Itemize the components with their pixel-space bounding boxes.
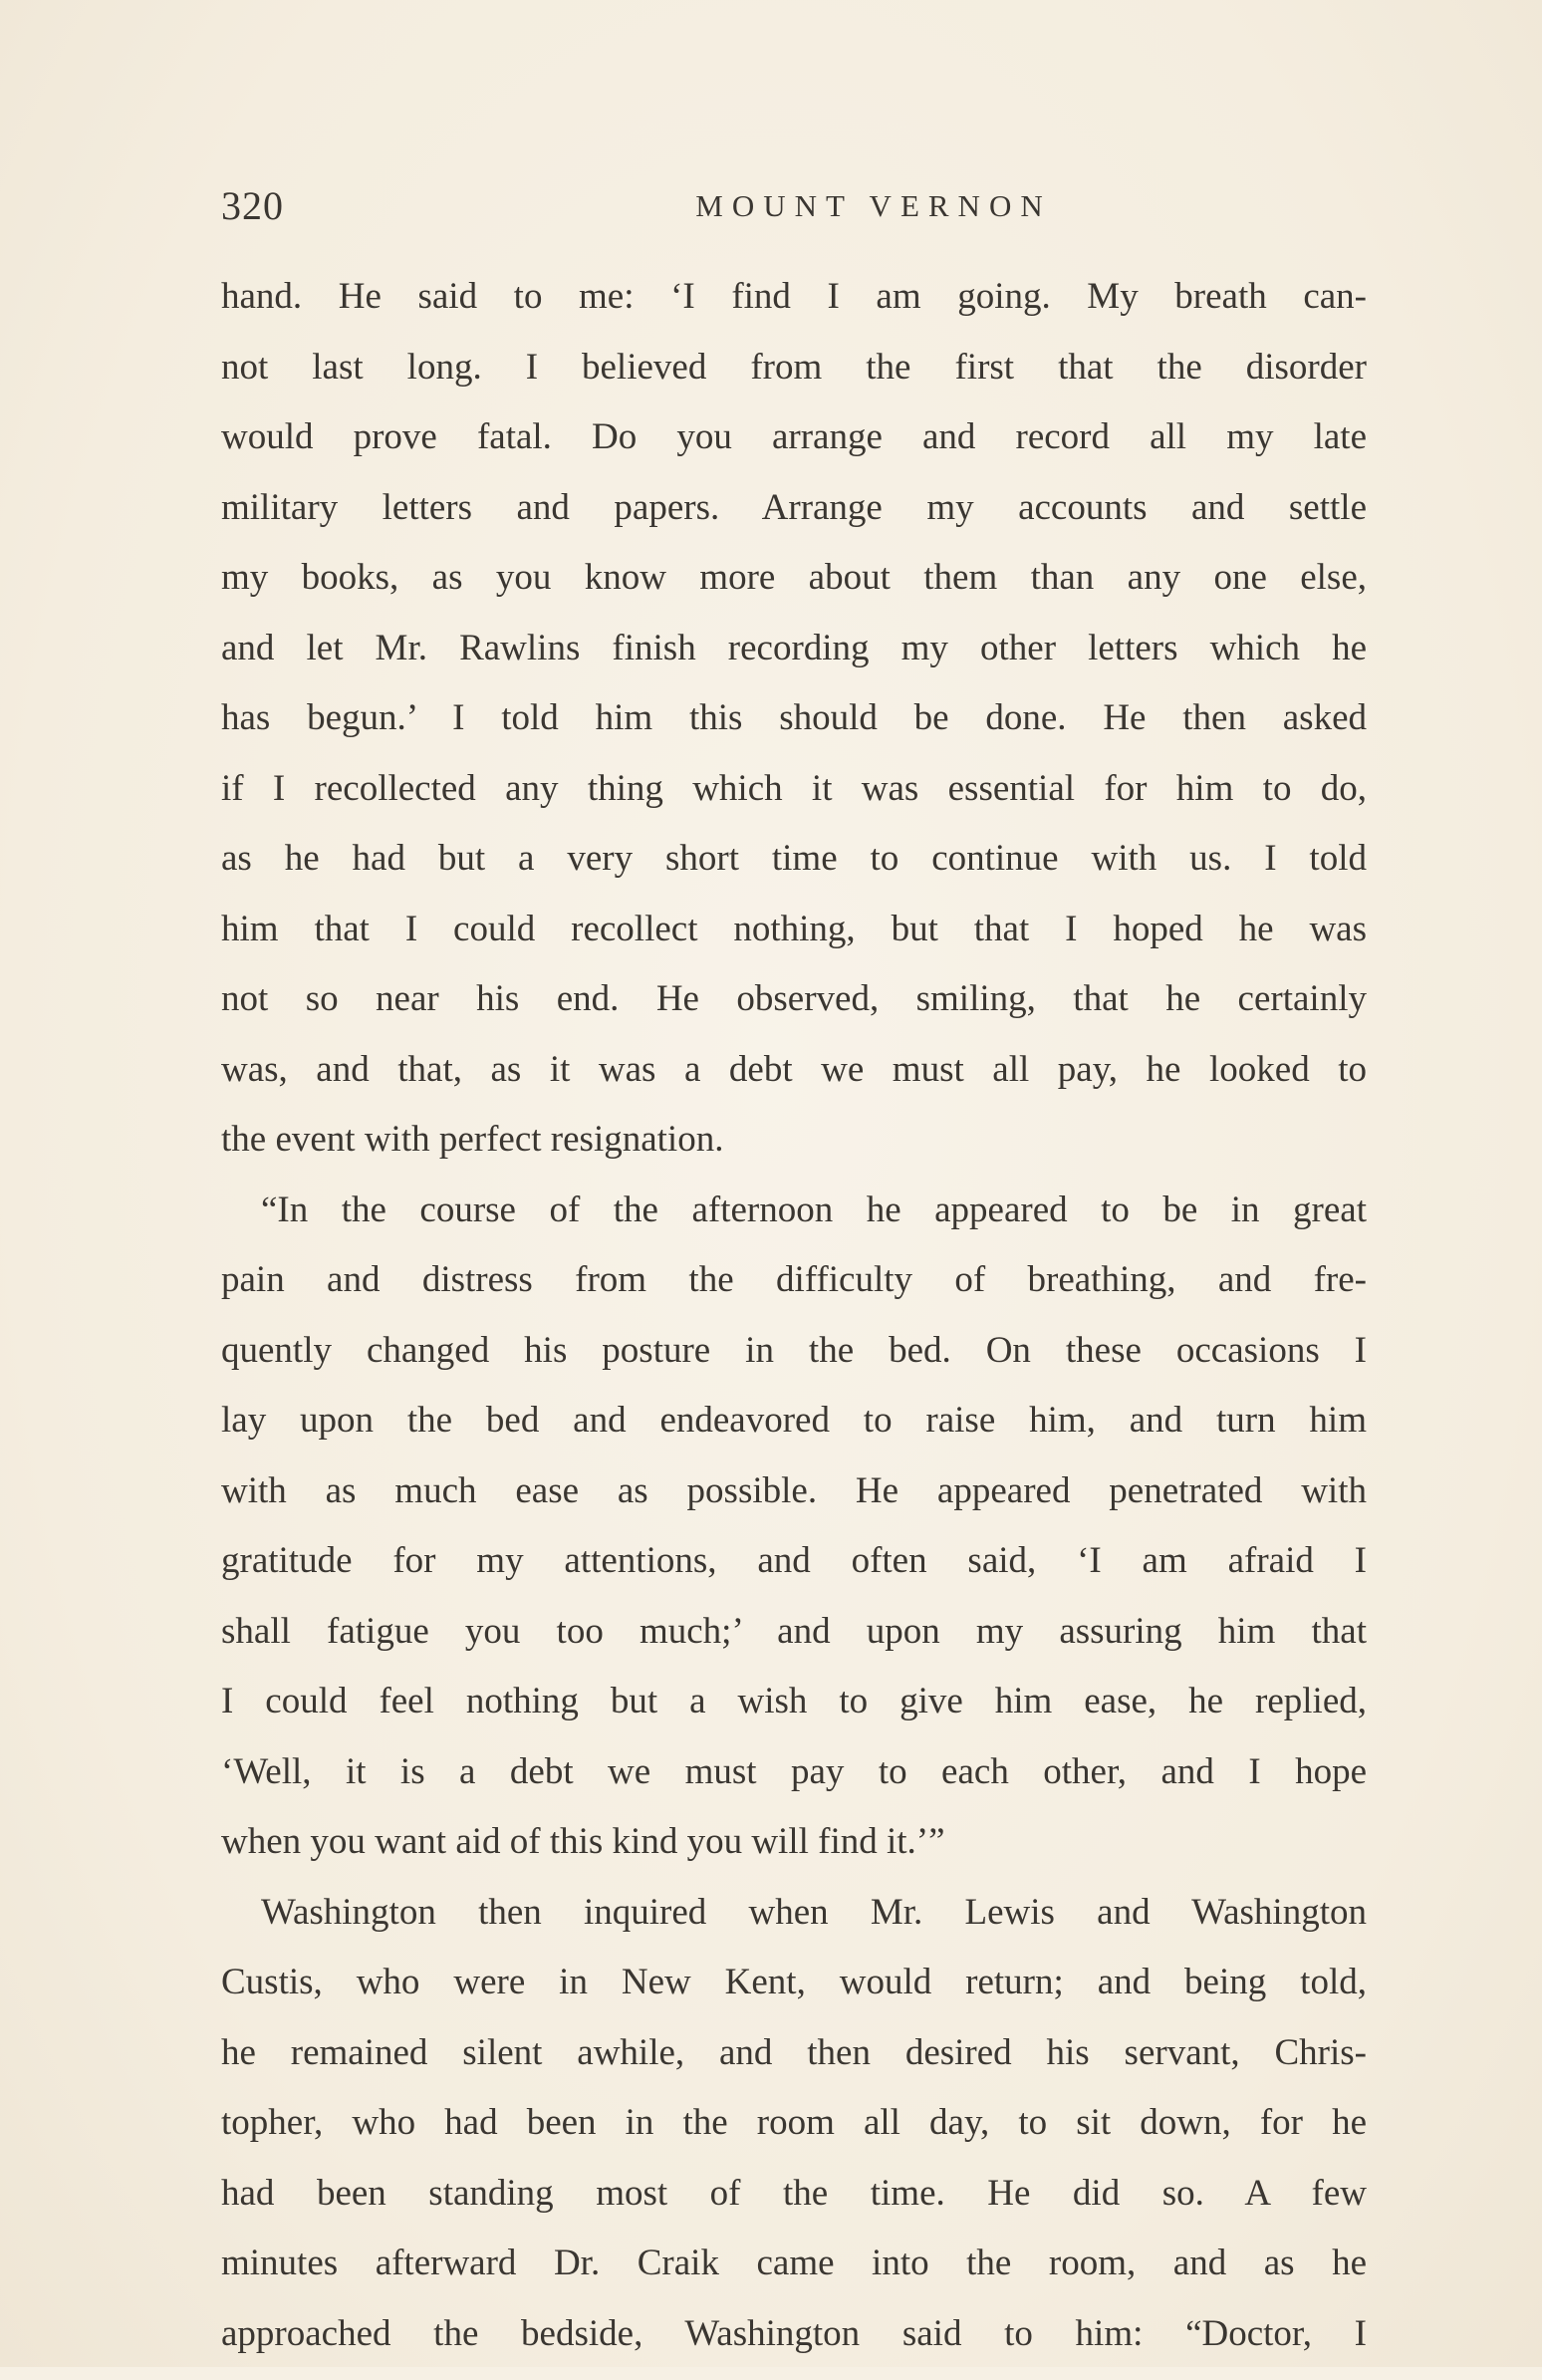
text-line: had been standing most of the time. He did so. A few: [221, 2170, 1367, 2241]
text-line: would prove fatal. Do you arrange and record all my late: [221, 413, 1367, 484]
text-line: when you want aid of this kind you will find it.’”: [221, 1818, 1367, 1889]
text-line: lay upon the bed and endeavored to raise him, and turn him: [221, 1397, 1367, 1467]
text-line: not so near his end. He observed, smiling, that he certainly: [221, 975, 1367, 1046]
text-line: minutes afterward Dr. Craik came into the room, and as he: [221, 2240, 1367, 2310]
text-line: ‘Well, it is a debt we must pay to each other, and I hope: [221, 1748, 1367, 1819]
text-line: and let Mr. Rawlins finish recording my other letters which he: [221, 625, 1367, 695]
text-line: if I recollected any thing which it was essential for him to do,: [221, 765, 1367, 836]
text-line: my books, as you know more about them than any one else,: [221, 554, 1367, 625]
text-line: hand. He said to me: ‘I find I am going. My breath can-: [221, 273, 1367, 344]
text-line: not last long. I believed from the first that the disorder: [221, 344, 1367, 414]
text-line: pain and distress from the difficulty of breathing, and fre-: [221, 1256, 1367, 1327]
text-line: Custis, who were in New Kent, would return; and being told,: [221, 1959, 1367, 2029]
text-line: Washington then inquired when Mr. Lewis and Washington: [221, 1889, 1367, 1960]
running-head: MOUNT VERNON: [221, 181, 1367, 231]
page-header: [221, 181, 1367, 231]
text-line: military letters and papers. Arrange my accounts and settle: [221, 484, 1367, 555]
text-line: as he had but a very short time to continue with us. I told: [221, 835, 1367, 906]
text-line: has begun.’ I told him this should be done. He then asked: [221, 694, 1367, 765]
page-number: 320: [221, 181, 284, 231]
text-line: quently changed his posture in the bed. On these occasions I: [221, 1327, 1367, 1398]
body-text: [221, 273, 1367, 2380]
text-line: the event with perfect resignation.: [221, 1116, 1367, 1187]
text-line: topher, who had been in the room all day, to sit down, for he: [221, 2099, 1367, 2170]
text-line: was, and that, as it was a debt we must all pay, he looked to: [221, 1046, 1367, 1117]
text-line: approached the bedside, Washington said to him: “Doctor, I: [221, 2310, 1367, 2380]
text-line: he remained silent awhile, and then desired his servant, Chris-: [221, 2029, 1367, 2100]
text-line: shall fatigue you too much;’ and upon my assuring him that: [221, 1608, 1367, 1679]
text-line: “In the course of the afternoon he appeared to be in great: [221, 1187, 1367, 1257]
text-line: I could feel nothing but a wish to give him ease, he replied,: [221, 1678, 1367, 1748]
text-line: gratitude for my attentions, and often said, ‘I am afraid I: [221, 1537, 1367, 1608]
text-line: with as much ease as possible. He appeared penetrated with: [221, 1467, 1367, 1538]
text-line: him that I could recollect nothing, but that I hoped he was: [221, 906, 1367, 976]
